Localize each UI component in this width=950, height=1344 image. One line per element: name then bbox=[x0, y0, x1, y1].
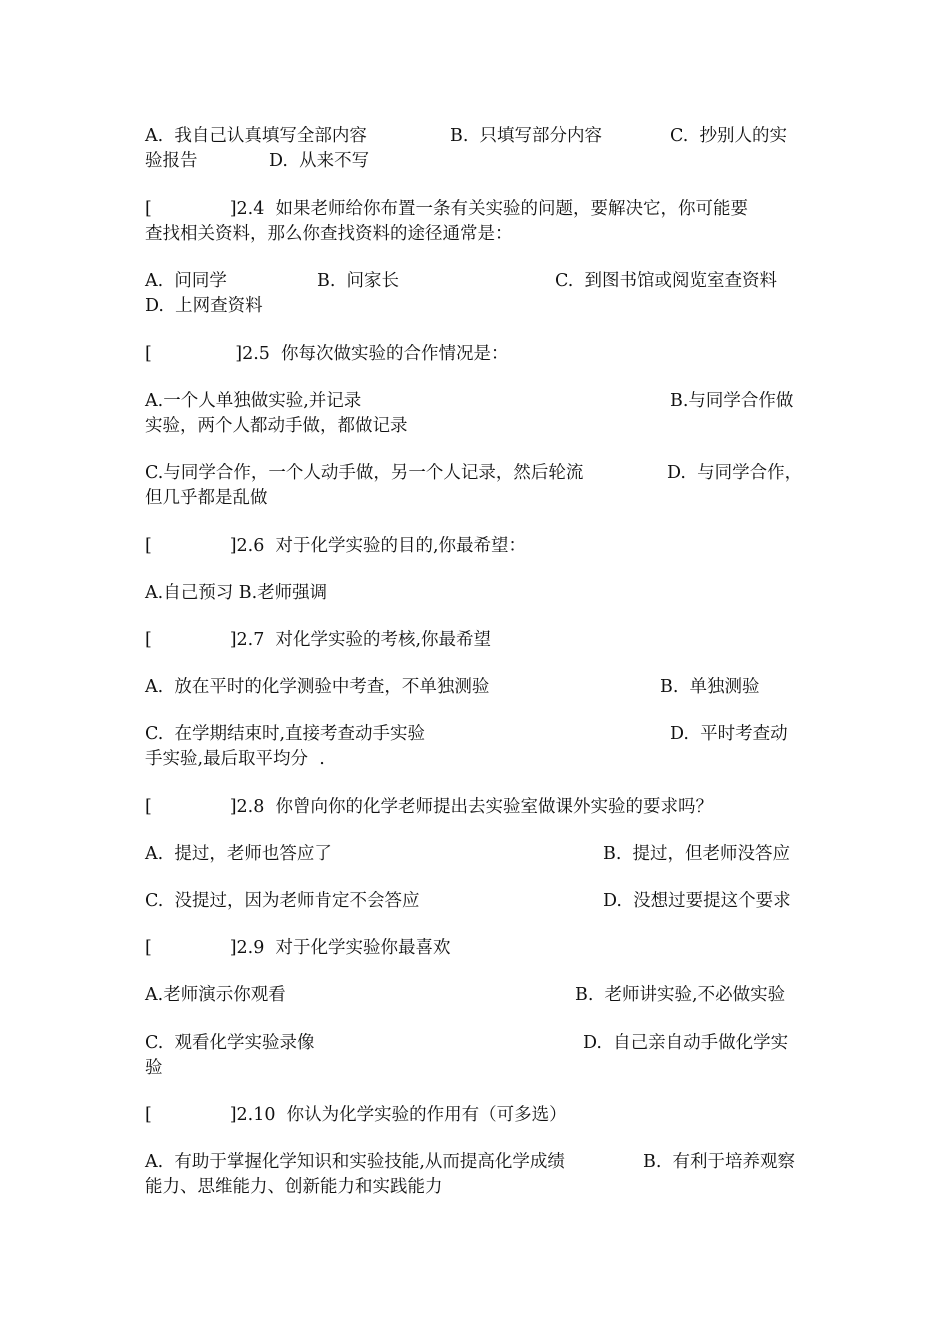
option-a: A. 有助于掌握化学知识和实验技能,从而提高化学成绩 bbox=[145, 1152, 565, 1172]
question-2-6-options: A.自己预习 B.老师强调 bbox=[145, 583, 328, 603]
option-d: D. 从来不写 bbox=[269, 151, 370, 171]
option-c: C. 观看化学实验录像 bbox=[145, 1033, 315, 1053]
question-2-9-stem: [ ]2.9 对于化学实验你最喜欢 bbox=[145, 938, 451, 958]
option-d: D. 没想过要提这个要求 bbox=[603, 891, 791, 911]
question-2-5-options-row3 bbox=[145, 461, 825, 485]
question-2-5-stem: [ ]2.5 你每次做实验的合作情况是： bbox=[145, 344, 509, 364]
option-b: B. 问家长 bbox=[317, 271, 400, 291]
option-b: B. 单独测验 bbox=[660, 677, 760, 697]
option-a: A. 我自己认真填写全部内容 bbox=[145, 126, 367, 146]
option-b: B. 老师讲实验,不必做实验 bbox=[575, 985, 786, 1005]
option-d-continued: 但几乎都是乱做 bbox=[145, 488, 268, 508]
question-2-7-options-row2 bbox=[145, 722, 825, 746]
question-2-7-options-row1 bbox=[145, 675, 825, 699]
option-c: C. 到图书馆或阅览室查资料 bbox=[555, 271, 777, 291]
question-2-9-options-row1 bbox=[145, 983, 825, 1007]
option-d: D. 平时考查动 bbox=[670, 724, 788, 744]
option-c: C. 没提过，因为老师肯定不会答应 bbox=[145, 891, 420, 911]
question-2-8-options-row2 bbox=[145, 889, 825, 913]
option-b-continued: 实验，两个人都动手做，都做记录 bbox=[145, 416, 408, 436]
option-b: B.与同学合作做 bbox=[670, 391, 794, 411]
option-b: B. 有利于培养观察 bbox=[643, 1152, 796, 1172]
question-2-9-options-row2 bbox=[145, 1031, 825, 1055]
option-d: D. 与同学合作， bbox=[667, 463, 803, 483]
question-2-5-options-row1 bbox=[145, 389, 825, 413]
option-c-continued: 验报告 bbox=[145, 151, 198, 171]
option-a: A.老师演示你观看 bbox=[145, 985, 286, 1005]
option-c: C. 在学期结束时,直接考查动手实验 bbox=[145, 724, 426, 744]
option-d: D. 上网查资料 bbox=[145, 296, 263, 316]
question-2-10-options-row1 bbox=[145, 1150, 825, 1174]
option-d: D. 自己亲自动手做化学实 bbox=[583, 1033, 789, 1053]
option-d-continued: 手实验,最后取平均分 . bbox=[145, 749, 325, 769]
question-2-4-options-row1 bbox=[145, 269, 825, 293]
question-2-4-stem-line1: [ ]2.4 如果老师给你布置一条有关实验的问题，要解决它，你可能要 bbox=[145, 199, 748, 219]
question-2-6-stem: [ ]2.6 对于化学实验的目的,你最希望： bbox=[145, 536, 527, 556]
option-a: A. 放在平时的化学测验中考查，不单独测验 bbox=[145, 677, 490, 697]
question-2-3-options-row1 bbox=[145, 124, 825, 148]
option-a: A.一个人单独做实验,并记录 bbox=[145, 391, 362, 411]
option-a: A. 问同学 bbox=[145, 271, 227, 291]
option-b: B. 只填写部分内容 bbox=[450, 126, 603, 146]
question-2-4-stem-line2: 查找相关资料，那么你查找资料的途径通常是： bbox=[145, 224, 513, 244]
option-c: C.与同学合作，一个人动手做，另一个人记录，然后轮流 bbox=[145, 463, 584, 483]
question-2-8-options-row1 bbox=[145, 842, 825, 866]
question-2-10-stem: [ ]2.10 你认为化学实验的作用有（可多选） bbox=[145, 1105, 567, 1125]
option-a: A. 提过，老师也答应了 bbox=[145, 844, 332, 864]
option-b-continued: 能力、思维能力、创新能力和实践能力 bbox=[145, 1177, 443, 1197]
question-2-8-stem: [ ]2.8 你曾向你的化学老师提出去实验室做课外实验的要求吗？ bbox=[145, 797, 713, 817]
question-2-3-options-row2 bbox=[145, 149, 825, 173]
option-d-continued: 验 bbox=[145, 1058, 163, 1078]
option-b: B. 提过，但老师没答应 bbox=[603, 844, 791, 864]
option-c: C. 抄别人的实 bbox=[670, 126, 787, 146]
question-2-7-stem: [ ]2.7 对化学实验的考核,你最希望 bbox=[145, 630, 492, 650]
